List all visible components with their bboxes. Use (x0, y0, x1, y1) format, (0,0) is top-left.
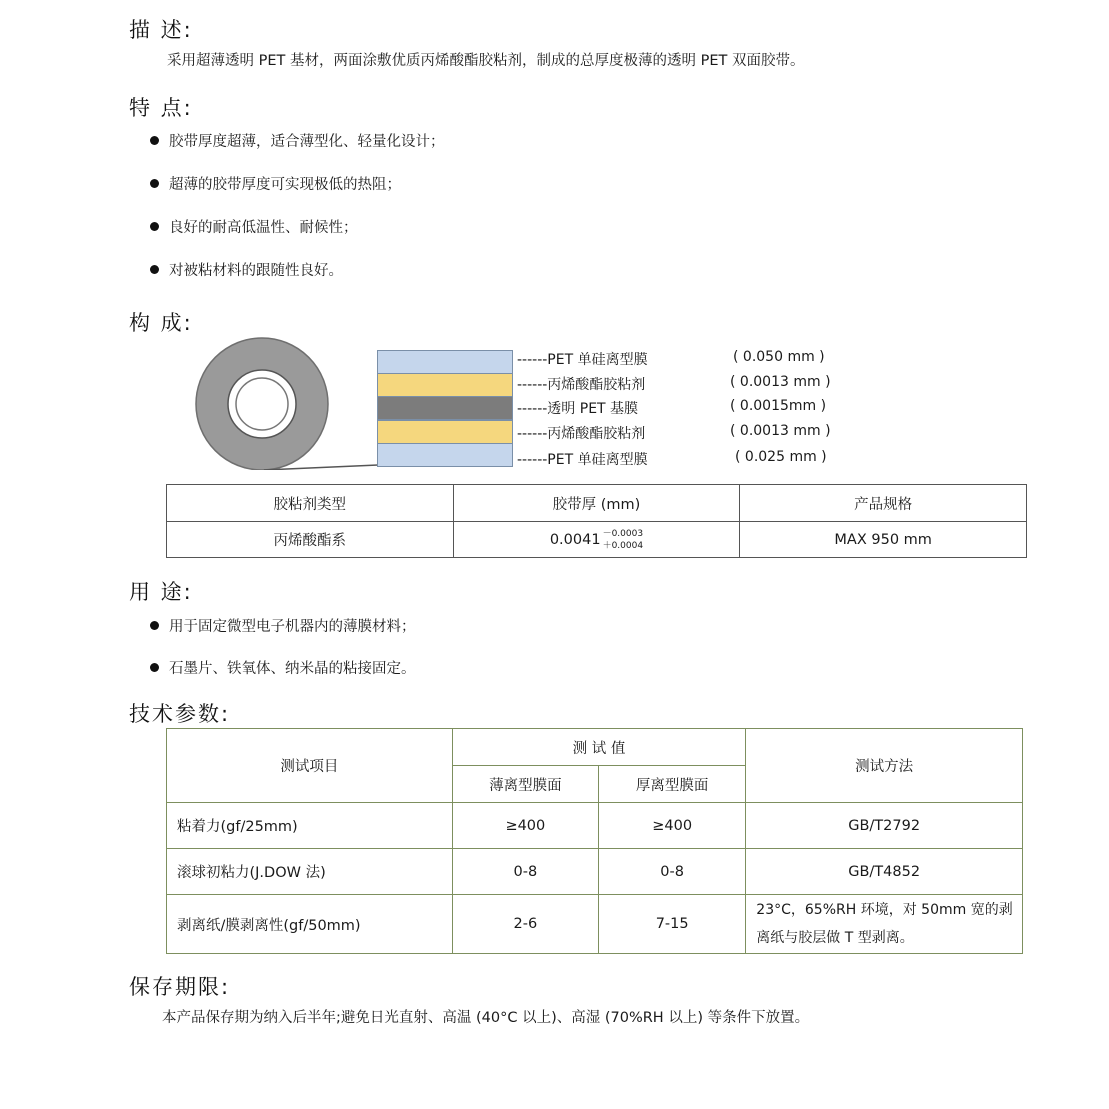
layer-label: ------丙烯酸酯胶粘剂 (517, 426, 646, 442)
features-item-text: 良好的耐高低温性、耐候性； (169, 220, 358, 236)
header-product-spec: 产品规格 (740, 485, 1027, 522)
header-tape-thickness: 胶带厚 (mm) (453, 485, 740, 522)
bullet-icon (150, 222, 159, 231)
cell-thick-value: 0-8 (599, 849, 746, 895)
cell-tape-thickness (453, 522, 740, 558)
cell-adhesive-type: 丙烯酸酯系 (167, 522, 454, 558)
usage-item (150, 615, 416, 636)
method-line: 离纸与胶层做 T 型剥离。 (756, 930, 914, 946)
table-header-row (167, 485, 1027, 522)
cell-product-spec: MAX 950 mm (740, 522, 1027, 558)
cell-test-method (746, 895, 1023, 954)
tape-roll-hole (236, 378, 288, 430)
header-test-method: 测试方法 (746, 729, 1023, 803)
usage-item-text: 石墨片、铁氧体、纳米晶的粘接固定。 (169, 661, 416, 677)
layer-thickness: ( 0.0013 mm ) (730, 423, 831, 439)
layer-label: ------丙烯酸酯胶粘剂 (517, 377, 646, 393)
layer-release-film-bottom (377, 443, 513, 467)
cell-test-item: 滚球初粘力(J.DOW 法) (167, 849, 453, 895)
description-text: 采用超薄透明 PET 基材，两面涂敷优质丙烯酸酯胶粘剂，制成的总厚度极薄的透明 PET 双面胶带。 (167, 53, 805, 69)
table-row (167, 895, 1023, 954)
usage-heading: 用 途: (129, 580, 193, 604)
spec-table (166, 484, 1027, 558)
layer-adhesive-bottom (377, 420, 513, 444)
layer-label: ------PET 单硅离型膜 (517, 452, 648, 468)
header-thin-release: 薄离型膜面 (452, 766, 598, 803)
cell-thick-value: ≥400 (599, 803, 746, 849)
layer-thickness: ( 0.0015mm ) (730, 398, 827, 414)
layer-thickness: ( 0.025 mm ) (735, 449, 827, 465)
bullet-icon (150, 663, 159, 672)
bullet-icon (150, 265, 159, 274)
features-item (150, 173, 401, 194)
storage-text: 本产品保存期为纳入后半年;避免日光直射、高温 (40°C 以上)、高湿 (70%RH 以上) 等条件下放置。 (162, 1010, 810, 1026)
bullet-icon (150, 136, 159, 145)
layer-thickness: ( 0.0013 mm ) (730, 374, 831, 390)
cell-test-method: GB/T2792 (746, 803, 1023, 849)
layer-adhesive-top (377, 373, 513, 397)
table-row (167, 849, 1023, 895)
header-adhesive-type: 胶粘剂类型 (167, 485, 454, 522)
bullet-icon (150, 621, 159, 630)
cell-thin-value: 0-8 (452, 849, 598, 895)
cell-thin-value: 2-6 (452, 895, 598, 954)
layer-label: ------透明 PET 基膜 (517, 401, 639, 417)
tolerance-minus: －0.0003 (602, 528, 644, 539)
method-line: 23°C，65%RH 环境，对 50mm 宽的剥 (756, 902, 1013, 918)
cell-thick-value: 7-15 (599, 895, 746, 954)
tech-heading: 技术参数: (129, 702, 231, 726)
table-row (167, 803, 1023, 849)
cell-test-method: GB/T4852 (746, 849, 1023, 895)
features-item (150, 259, 343, 280)
tape-roll-illustration (190, 330, 390, 470)
table-header-row (167, 729, 1023, 766)
thickness-value: 0.0041 (549, 531, 601, 548)
features-heading: 特 点: (129, 96, 193, 120)
layer-pet-base (377, 396, 513, 420)
thickness-tolerance (603, 528, 644, 552)
features-item (150, 216, 358, 237)
description-heading: 描 述: (129, 18, 193, 42)
storage-heading: 保存期限: (129, 975, 231, 999)
usage-item (150, 657, 416, 678)
layer-label: ------PET 单硅离型膜 (517, 352, 648, 368)
table-row (167, 522, 1027, 558)
header-thick-release: 厚离型膜面 (599, 766, 746, 803)
features-item-text: 胶带厚度超薄，适合薄型化、轻量化设计； (169, 134, 445, 150)
features-item (150, 130, 445, 151)
features-item-text: 超薄的胶带厚度可实现极低的热阻； (169, 177, 401, 193)
tolerance-plus: ＋0.0004 (602, 540, 644, 551)
header-test-value: 测 试 值 (452, 729, 746, 766)
header-test-item: 测试项目 (167, 729, 453, 803)
usage-item-text: 用于固定微型电子机器内的薄膜材料； (169, 619, 416, 635)
layer-thickness: ( 0.050 mm ) (733, 349, 825, 365)
features-item-text: 对被粘材料的跟随性良好。 (169, 263, 343, 279)
tech-params-table (166, 728, 1023, 954)
cell-thin-value: ≥400 (452, 803, 598, 849)
cell-test-item: 粘着力(gf/25mm) (167, 803, 453, 849)
layer-release-film-top (377, 350, 513, 374)
composition-heading: 构 成: (129, 311, 193, 335)
cell-test-item: 剥离纸/膜剥离性(gf/50mm) (167, 895, 453, 954)
bullet-icon (150, 179, 159, 188)
